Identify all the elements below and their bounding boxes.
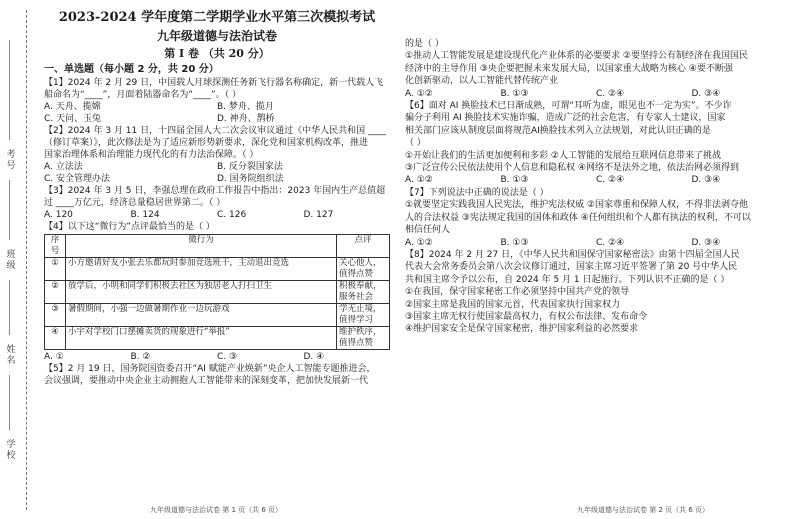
table-cell: 小方邀请好友小张去乐都玩时参加竞选班干，主动退出竞选: [66, 258, 337, 281]
q5-option-d[interactable]: D. ③④: [691, 88, 721, 99]
q5-cont: 的是（ ）: [405, 39, 444, 49]
q2-stem-line: 国家治理体系和治理能力现代化的有力法治保障。（ ）: [44, 150, 259, 160]
q8-stem-line: 【8】2024 年 2 月 27 日，《中华人民共和国保守国家秘密法》由第十四届全国人民: [405, 249, 740, 260]
q6-stem-line: 【6】面对 AI 换脸技术已日渐成熟，可谓“耳听为虚，眼见也不一定为实”。不少诈: [405, 101, 732, 112]
q5-option-c[interactable]: C. ②④: [596, 88, 625, 99]
q5-option-b[interactable]: B. ①③: [500, 88, 529, 99]
q7-option-c[interactable]: C. ②④: [596, 237, 625, 248]
q5-statement-line: 化创新驱动，以人工智能代替传统产业: [405, 76, 559, 87]
q5-stem-line: 会议强调，要推动中央企业主动拥抱人工智能带来的深刻变革，把加快发展新一代: [44, 376, 369, 386]
q3-option-a[interactable]: A. 120: [44, 210, 73, 220]
table-row: [45, 281, 390, 304]
conduct-table: [44, 234, 390, 350]
q1-option-a[interactable]: A. 天舟、揽嫦: [44, 102, 101, 112]
table-cell: 积极奉献，服务社会: [337, 281, 390, 304]
right-content: [405, 38, 787, 336]
margin-label-name: 姓名: [6, 345, 16, 366]
q2-option-b[interactable]: B. 反分裂国家法: [217, 162, 283, 172]
q6-statement-line: ③广泛宣传公民依法使用个人信息和隐私权 ④网络不是法外之地，依法治网必须得到: [405, 163, 739, 174]
q7-option-d[interactable]: D. ③④: [691, 237, 721, 248]
q1-option-c[interactable]: C. 天问、玉兔: [44, 114, 102, 124]
table-header-row: [45, 235, 390, 258]
q6-stem-line: 相关部门应该从制度层面将规范AI换脸技术列入立法规划，对此认识正确的是: [405, 125, 711, 136]
margin-label-school: 学校: [6, 440, 16, 461]
q6-stem-line: （ ）: [405, 138, 426, 149]
q2-option-d[interactable]: D. 国务院组织法: [217, 174, 284, 184]
question-1: [44, 77, 390, 125]
q1-stem-line: 船命名为“____”，月面着陆器命名为“____”。（ ）: [44, 90, 242, 100]
q8-statement-line: ④维护国家安全是保守国家秘密，维护国家利益的必然要求: [405, 324, 639, 335]
q8-statement-line: ①在我国，保守国家秘密工作必须坚持中国共产党的领导: [405, 287, 630, 298]
exam-subtitle: 九年级道德与法治试卷: [156, 29, 277, 43]
table-cell: 学无止境，值得学习: [337, 304, 390, 327]
q2-stem-line: （修订草案）》，此次修法是为了适应新形势新要求，深化党和国家机构改革，推进: [44, 138, 369, 148]
q5-stem-line: 【5】2 月 19 日，国务院国资委召开“AI 赋能产业焕新”央企人工智能专题推进会，: [44, 364, 376, 374]
q5-statement-line: 经济中的主导作用 ③央企要把握未来发展大局，以国家重大战略为核心 ④要不断强: [405, 63, 733, 74]
table-cell: ①: [45, 258, 66, 281]
table-cell: 小宇对学校门口摆摊卖货的现象进行“举报”: [66, 327, 337, 350]
q5-option-a[interactable]: A. ①②: [405, 88, 433, 99]
table-cell: ③: [45, 304, 66, 327]
q2-option-c[interactable]: C. 安全管理办法: [44, 174, 111, 184]
q6-option-b[interactable]: B. ①③: [500, 175, 529, 186]
q6-option-c[interactable]: C. ②④: [596, 175, 625, 186]
q7-statement-line: 相信任何人: [405, 225, 451, 236]
left-content: [44, 6, 390, 387]
question-6: [405, 100, 787, 187]
question-7: [405, 187, 787, 249]
q4-option-c[interactable]: C. ③: [217, 352, 238, 362]
q1-option-b[interactable]: B. 梦舟、揽月: [217, 102, 274, 112]
q7-option-a[interactable]: A. ①②: [405, 237, 433, 248]
q5-statement-line: ①推动人工智能发展是建设现代化产业体系的必要要求 ②要坚持公有制经济在我国国民: [405, 51, 748, 62]
table-header: 序号: [45, 235, 66, 258]
question-8: [405, 249, 787, 336]
q6-option-d[interactable]: D. ③④: [691, 175, 721, 186]
q6-statement-line: ①开始让我们的生活更加便利和多彩 ②人工智能的发展给互联网信息带来了挑战: [405, 150, 721, 161]
exam-part: 第 I 卷 （共 20 分）: [164, 47, 270, 60]
q8-statement-line: ③国家主席无权行使国家最高权力，有权公布法律、发布命令: [405, 311, 648, 322]
section-heading: 一、单选题（每小题 2 分，共 20 分）: [44, 64, 219, 75]
q4-option-a[interactable]: A. ①: [44, 352, 64, 362]
binding-margin: [0, 0, 38, 519]
q8-stem-line: 共和国主席令予以公布，自 2024 年 5 月 1 日起施行。下列认识不正确的是（ ）: [405, 274, 730, 285]
exam-title: 2023-2024 学年度第二学期学业水平第三次模拟考试: [58, 10, 376, 25]
table-row: [45, 258, 390, 281]
question-3: [44, 185, 390, 221]
table-cell: 暑假期间，小强一边做暑期作业一边玩游戏: [66, 304, 337, 327]
q8-stem-line: 代表大会常务委员会第八次会议修订通过，国家主席习近平签署了第 20 号中华人民: [405, 262, 738, 273]
right-page: [397, 0, 794, 519]
q3-option-c[interactable]: C. 126: [217, 210, 247, 220]
right-page-footer: 九年级道德与法治试卷 第 2 页（共 6 页）: [577, 506, 710, 514]
q7-statement-line: ①就要坚定实践我国人民宪法，维护宪法权威 ②国家尊重和保障人权，不得非法剥夺他: [405, 200, 748, 211]
table-cell: 关心他人，值得点赞: [337, 258, 390, 281]
table-cell: 放学后，小明和同学们积极去社区为独居老人打扫卫生: [66, 281, 337, 304]
margin-label-exam-no: 考号: [6, 150, 16, 171]
q3-stem-line: 过 ____万亿元，经济总量稳居世界第二。（ ）: [44, 198, 226, 208]
q1-option-d[interactable]: D. 神舟、鹊桥: [217, 114, 275, 124]
table-row: [45, 327, 390, 350]
question-5: [44, 363, 390, 387]
table-cell: 维护秩序，值得点赞: [337, 327, 390, 350]
q7-stem: 【7】下列说法中正确的说法是（ ）: [405, 187, 549, 198]
question-2: [44, 125, 390, 185]
q2-stem-line: 【2】2024 年 3 月 11 日，十四届全国人大二次会议审议通过《中华人民共和国 ____: [44, 126, 386, 136]
q4-option-b[interactable]: B. ②: [130, 352, 151, 362]
q3-option-d[interactable]: D. 127: [303, 210, 334, 220]
table-row: [45, 304, 390, 327]
table-cell: ④: [45, 327, 66, 350]
table-header: 微行为: [66, 235, 337, 258]
seal-line: [26, 10, 27, 510]
q4-stem: 【4】以下这“微行为”点评最恰当的是（ ）: [44, 222, 215, 232]
q3-stem-line: 【3】2024 年 3 月 5 日，李强总理在政府工作报告中指出：2023 年国内生产总值超: [44, 186, 386, 196]
question-4: [44, 221, 390, 363]
q1-stem-line: 【1】2024 年 2 月 29 日，中国载人月球探测任务新飞行器名称确定，新一代载人飞: [44, 78, 384, 88]
q6-option-a[interactable]: A. ①②: [405, 175, 433, 186]
q6-stem-line: 骗分子利用 AI 换脸技术实施诈骗，造成广泛的社会危害，有专家人士建议，国家: [405, 113, 726, 124]
table-header: 点评: [337, 235, 390, 258]
q4-option-d[interactable]: D. ④: [303, 352, 325, 362]
table-cell: ②: [45, 281, 66, 304]
q8-statement-line: ②国家主席是我国的国家元首，代表国家执行国家权力: [405, 299, 621, 310]
q7-option-b[interactable]: B. ①③: [500, 237, 529, 248]
q3-option-b[interactable]: B. 124: [130, 210, 160, 220]
q2-option-a[interactable]: A. 立法法: [44, 162, 83, 172]
margin-label-class: 班级: [6, 250, 16, 271]
q7-statement-line: 人的合法权益 ③宪法规定我国的国体和政体 ④任何组织和个人都有执法的权利，不可以: [405, 212, 751, 223]
left-page-footer: 九年级道德与法治试卷 第 1 页（共 6 页）: [150, 506, 283, 514]
